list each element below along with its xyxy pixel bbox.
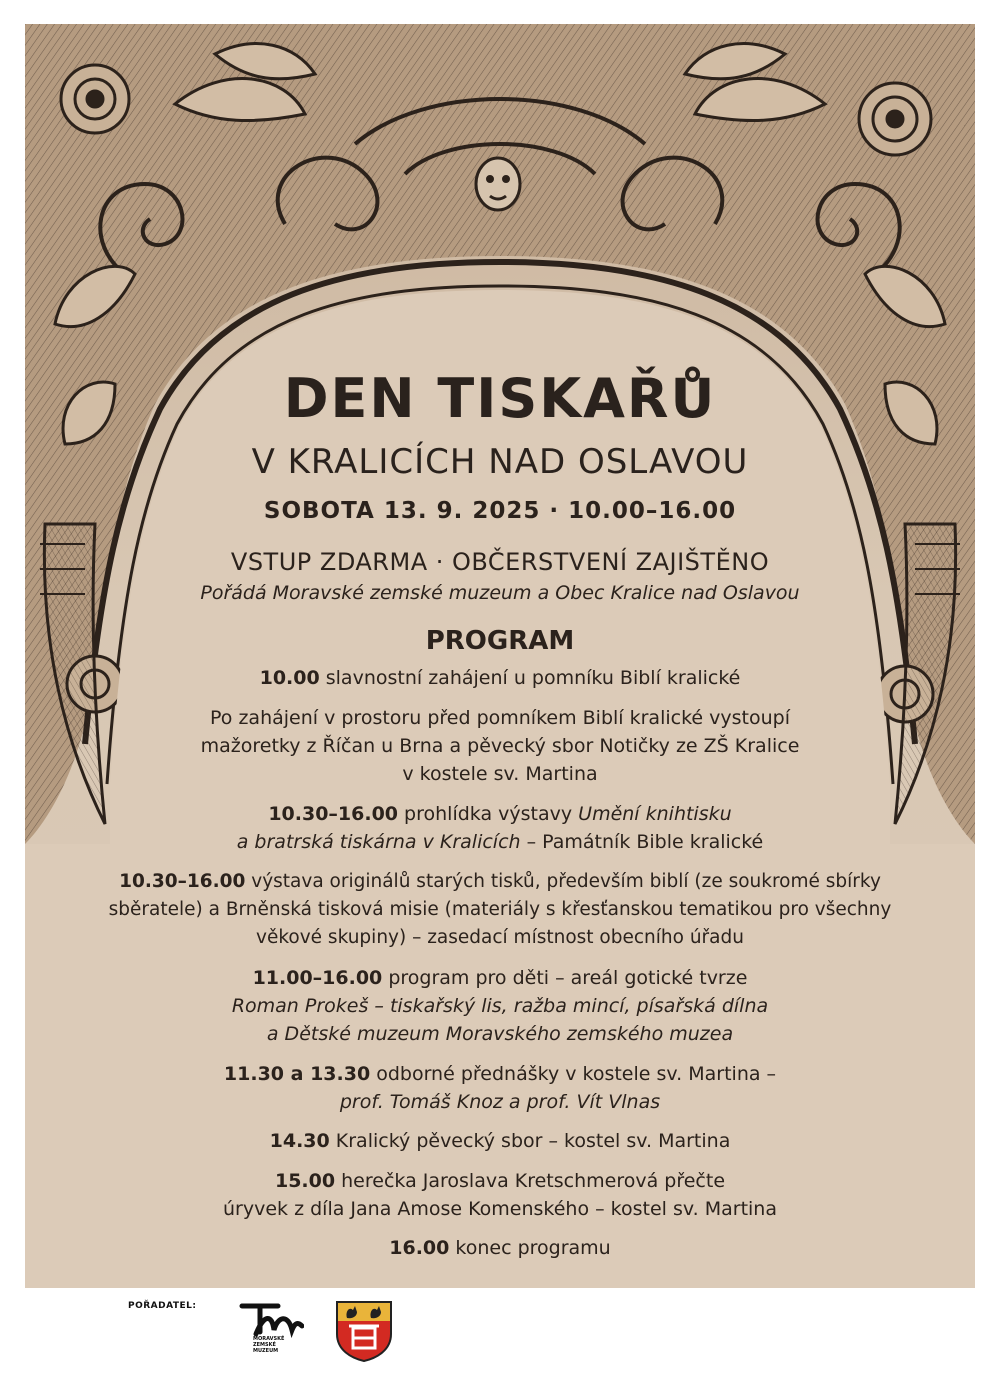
event-subtitle: V KRALICÍCH NAD OSLAVOU [251,442,749,482]
program-text: mažoretky z Říčan u Brna a pěvecký sbor Notičky ze ZŠ Kralice [200,735,800,757]
event-date: SOBOTA 13. 9. 2025 · 10.00–16.00 [263,498,737,524]
program-item [65,964,935,1048]
program-item [65,1060,935,1116]
organizer-label: POŘADATEL: [128,1301,197,1311]
program-text: prohlídka výstavy [398,803,579,825]
program-text: konec programu [449,1237,611,1259]
poster [25,24,975,1288]
exhibition-name: a bratrská tiskárna v Kralicích [236,831,521,853]
program-time: 14.30 [269,1130,330,1152]
program-time: 11.30 a 13.30 [223,1063,371,1085]
program-text: herečka Jaroslava Kretschmerová přečte [335,1170,726,1192]
lecturers: prof. Tomáš Knoz a prof. Vít Vlnas [339,1091,661,1113]
program-time: 10.30–16.00 [119,871,246,892]
program-text: program pro děti – areál gotické tvrze [382,967,748,989]
exhibition-name: Umění knihtisku [578,803,732,825]
program-text: Kralický pěvecký sbor – kostel sv. Martina [329,1130,731,1152]
program-text: – Památník Bible kralické [520,831,764,853]
program-text: sběratele) a Brněnská tisková misie (materiály s křesťanskou tematikou pro všechny [108,899,892,920]
entry-info: VSTUP ZDARMA · OBČERSTVENÍ ZAJIŠTĚNO [230,548,770,576]
program-time: 16.00 [389,1237,450,1259]
organizer-line: Pořádá Moravské zemské muzeum a Obec Kralice nad Oslavou [200,582,800,604]
program-text: výstava originálů starých tisků, především biblí (ze soukromé sbírky [245,871,881,892]
mzm-logo-text: MORAVSKÉ ZEMSKÉ MUZEUM [253,1336,285,1354]
program-item [65,704,935,788]
kralice-crest-icon [335,1300,393,1362]
program-time: 11.00–16.00 [252,967,383,989]
program-time: 10.00 [259,667,320,689]
program-text: slavnostní zahájení u pomníku Biblí kralické [319,667,741,689]
program-item [65,1167,935,1223]
program-item [65,800,935,856]
program-text: Roman Prokeš – tiskařský lis, ražba mincí, písařská dílna [231,995,769,1017]
program-item [45,868,955,952]
program-text: Po zahájení v prostoru před pomníkem Biblí kralické vystoupí [210,707,790,729]
mzm-logo-icon [238,1300,304,1340]
program-time: 15.00 [274,1170,336,1192]
program-time: 10.30–16.00 [268,803,399,825]
program-text: věkové skupiny) – zasedací místnost obecního úřadu [256,927,744,948]
program-text: odborné přednášky v kostele sv. Martina – [370,1063,777,1085]
program-text: úryvek z díla Jana Amose Komenského – kostel sv. Martina [223,1198,777,1220]
program-item [65,1127,935,1155]
program-heading: PROGRAM [425,626,575,656]
program-item [65,664,935,692]
program-text: v kostele sv. Martina [402,763,598,785]
program-text: a Dětské muzeum Moravského zemského muzea [266,1023,734,1045]
event-title: DEN TISKAŘŮ [283,367,717,430]
program-item [65,1234,935,1262]
